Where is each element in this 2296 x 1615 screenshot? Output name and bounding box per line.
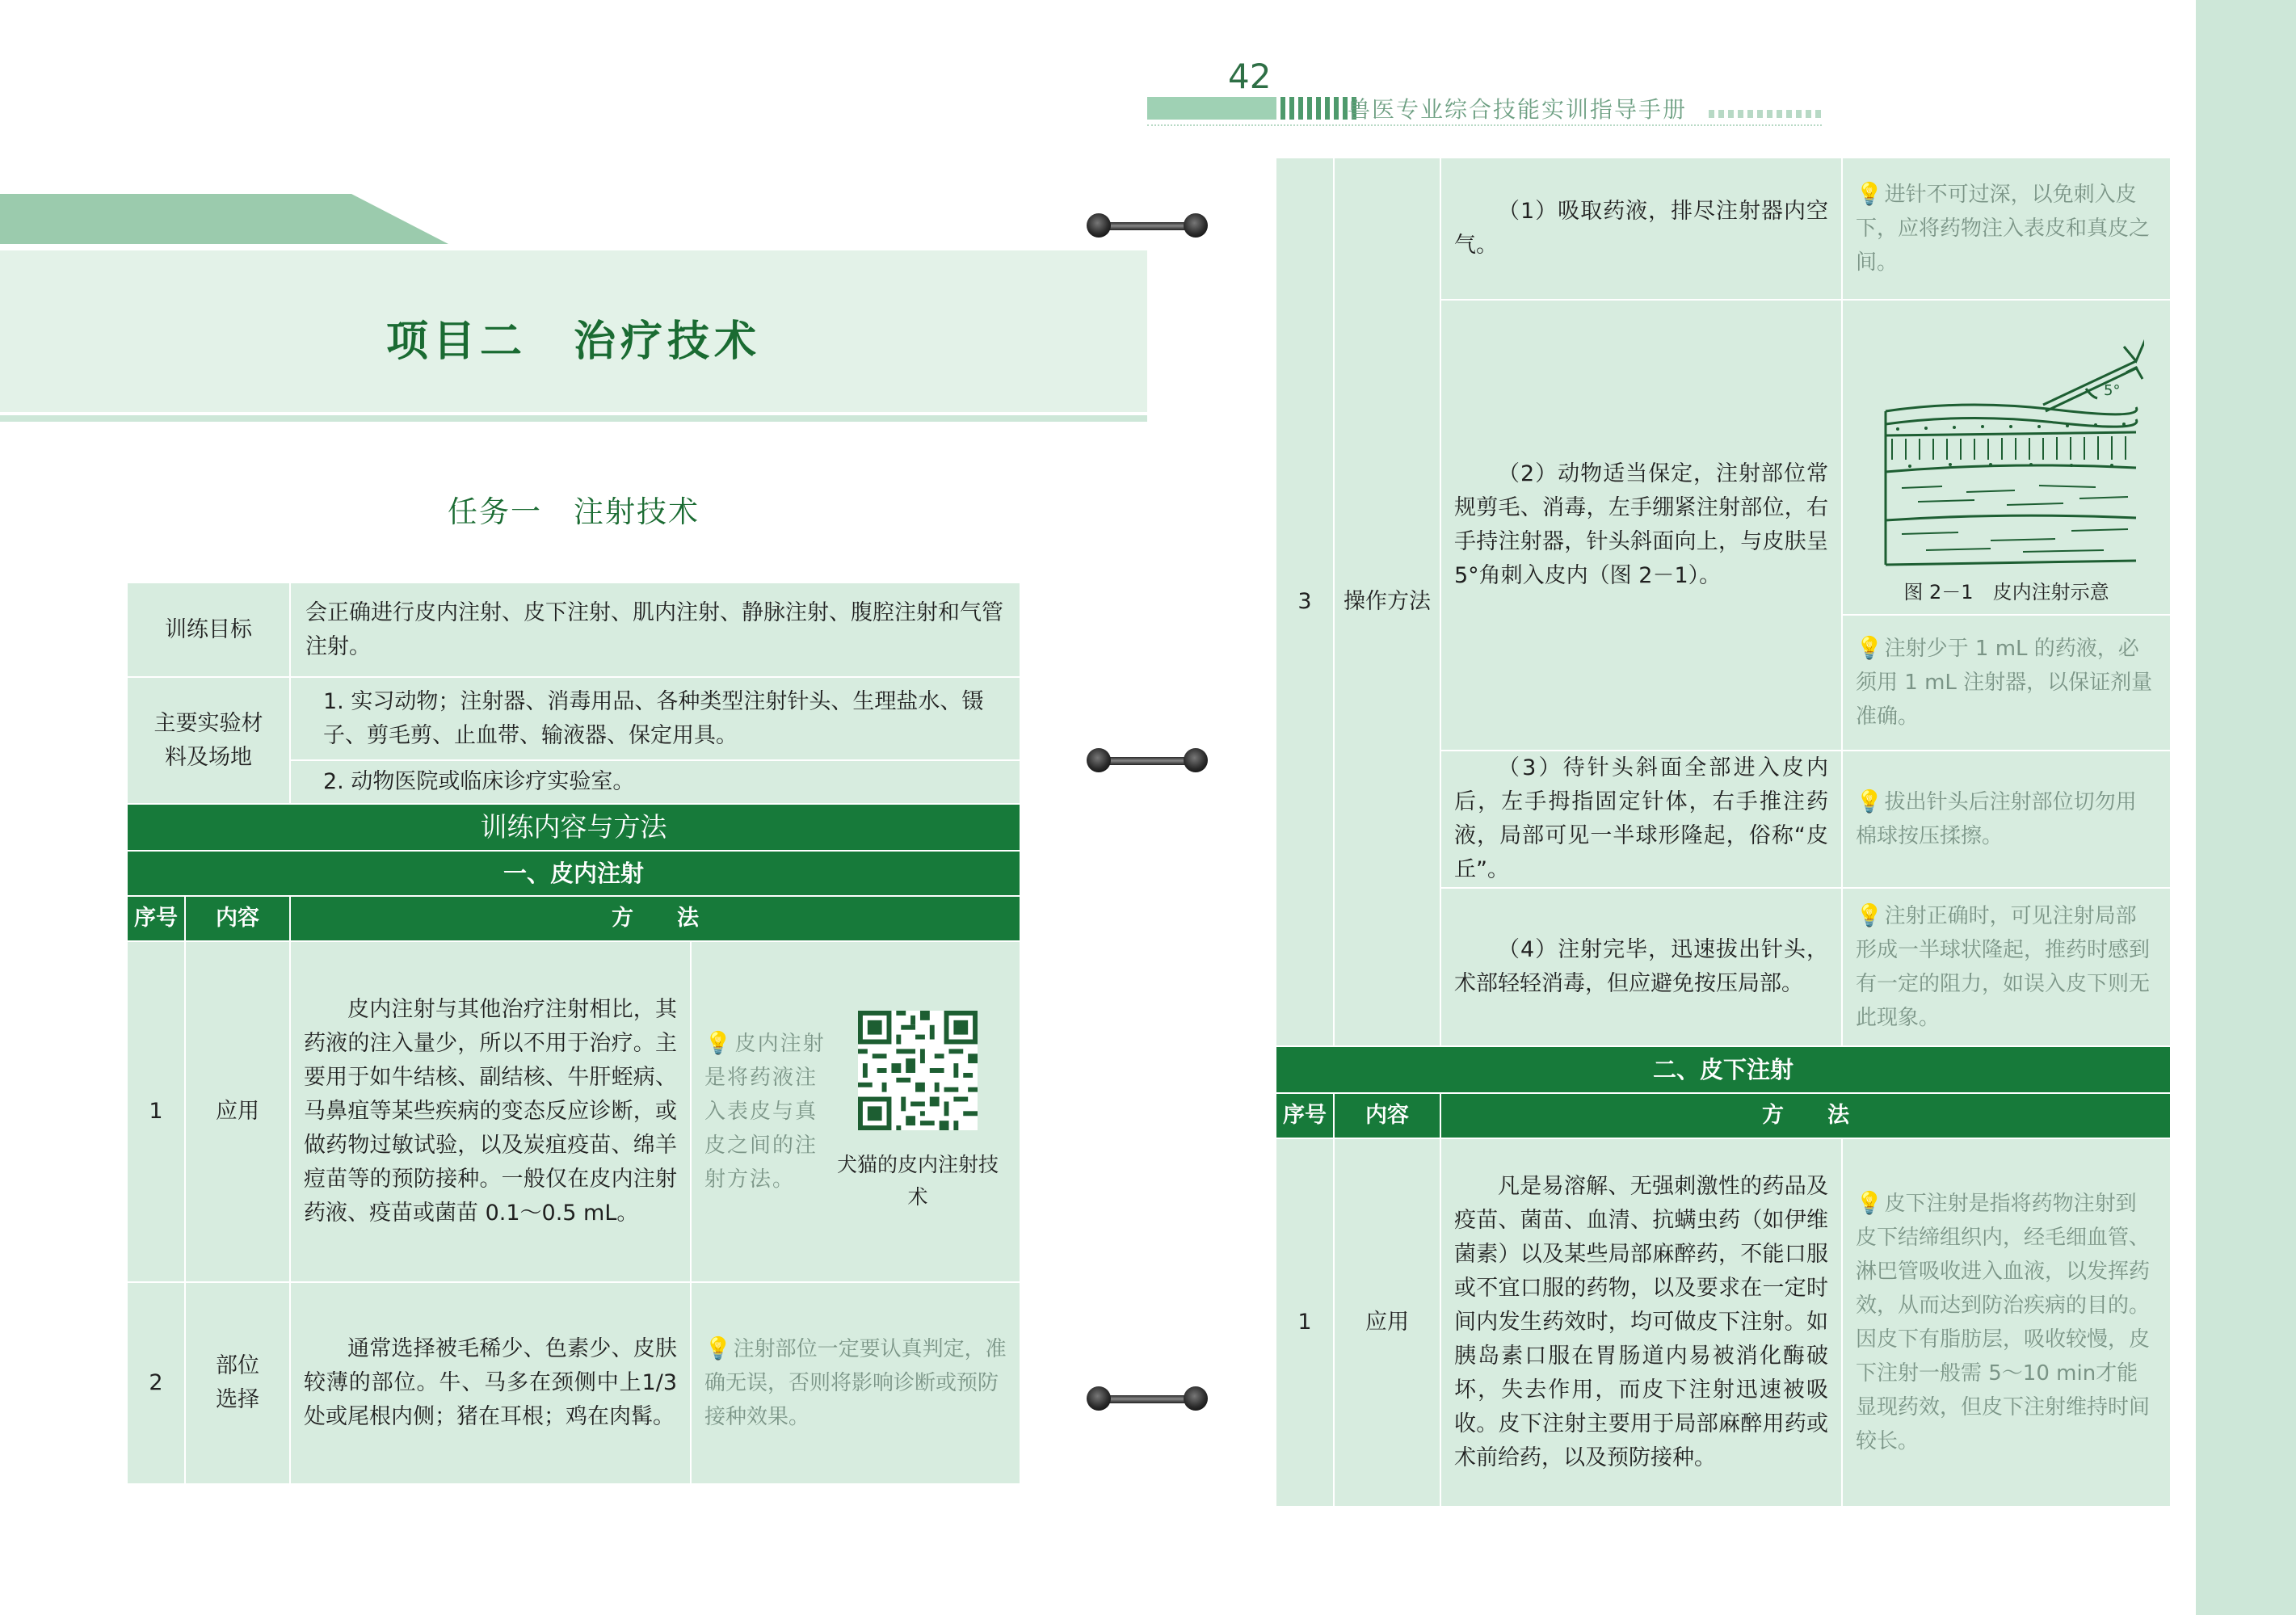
- page-edge-strip: [2196, 0, 2296, 1615]
- materials-item-1: 1. 实习动物；注射器、消毒用品、各种类型注射针头、生理盐水、镊子、剪毛剪、止血带、输液器、保定用具。: [291, 678, 1021, 761]
- col-method: 方 法: [291, 897, 1021, 942]
- s1-row3-tip1: 进针不可过深，以免刺入皮下，应将药物注入表皮和真皮之间。: [1856, 183, 2151, 275]
- qr-code-icon[interactable]: [858, 1011, 978, 1130]
- s1-row3-tip3-cell: [1843, 751, 2172, 889]
- s1-row1-no: 1: [128, 942, 186, 1283]
- col-content-2: 内容: [1335, 1094, 1441, 1139]
- s1-row3-step1: [1441, 158, 1843, 301]
- s1-row2-method-text: 通常选择被毛稀少、色素少、皮肤较薄的部位。牛、马多在颈侧中上1/3 处或尾根内侧；猪在耳根；鸡在肉髯。: [304, 1336, 677, 1429]
- s2-row1-method-text: 凡是易溶解、无强刺激性的药品及疫苗、菌苗、血清、抗螨虫药（如伊维菌素）以及某些局部麻醉药，不能口服或不宜口服的药物，以及要求在一定时间内发生药效时，均可做皮下注射。如胰岛素口服在胃肠道内易被消化酶破坏，失去作用，而皮下注射迅速被吸收。皮下注射主要用于局部麻醉用药或术前给药，以及预防接种。: [1454, 1174, 1828, 1470]
- figure-angle-label: 5°: [2103, 382, 2120, 399]
- binder-ring-icon: [1087, 745, 1208, 776]
- s1-row2-tip-cell: [692, 1283, 1021, 1485]
- binder-ring-icon: [1087, 210, 1208, 241]
- s1-row3-step3: [1441, 751, 1843, 889]
- s1-row1-tip-cell: [692, 942, 1021, 1283]
- bulb-icon: 💡: [1856, 903, 1883, 928]
- s1-row3-no: 3: [1276, 158, 1335, 1047]
- s1-row3-content: 操作方法: [1335, 158, 1441, 1047]
- header-stripes: [1280, 97, 1356, 120]
- project-title: 项目二 治疗技术: [385, 318, 761, 366]
- col-no: 序号: [128, 897, 186, 942]
- s1-row3-step4: [1441, 889, 1843, 1047]
- s1-row3-tip3: 拔出针头后注射部位切勿用棉球按压揉擦。: [1856, 790, 2137, 848]
- figure-cell: [1843, 301, 2172, 616]
- materials-label: 主要实验材料及场地: [128, 678, 291, 805]
- s1-row3-step2-text: （2）动物适当保定，注射部位常规剪毛、消毒，左手绷紧注射部位，右手持注射器，针头斜面向上，与皮肤呈 5°角刺入皮内（图 2－1）。: [1454, 461, 1828, 588]
- s2-row1-tip: 皮下注射是指将药物注射到皮下结缔组织内，经毛细血管、淋巴管吸收进入血液，以发挥药效，从而达到防治疾病的目的。因皮下有脂肪层，吸收较慢，皮下注射一般需 5～10 min才能显现药效，但皮下注射维持时间较长。: [1856, 1192, 2151, 1453]
- s1-row1-method-text: 皮内注射与其他治疗注射相比，其药液的注入量少，所以不用于治疗。主要用于如牛结核、副结核、牛肝蛭病、马鼻疽等某些疾病的变态反应诊断，或做药物过敏试验，以及炭疽疫苗、绵羊痘苗等的预防接种。一般仅在皮内注射药液、疫苗或菌苗 0.1～0.5 mL。: [304, 997, 677, 1226]
- goal-label: 训练目标: [128, 583, 291, 678]
- bulb-icon: 💡: [704, 1336, 732, 1361]
- left-table: [128, 583, 1021, 1485]
- materials-item-2: 2. 动物医院或临床诊疗实验室。: [291, 761, 1021, 805]
- header-rule: [1147, 124, 1822, 126]
- s1-row2-tip: 注射部位一定要认真判定，准确无误，否则将影响诊断或预防接种效果。: [704, 1337, 1007, 1429]
- col-content: 内容: [186, 897, 291, 942]
- bulb-icon: 💡: [1856, 636, 1883, 661]
- s2-row1-content: 应用: [1335, 1139, 1441, 1508]
- section1-title: 一、皮内注射: [128, 852, 1021, 897]
- bulb-icon: 💡: [1856, 1191, 1883, 1216]
- s1-row2-no: 2: [128, 1283, 186, 1485]
- goal-text: 会正确进行皮内注射、皮下注射、肌内注射、静脉注射、腹腔注射和气管注射。: [291, 583, 1021, 678]
- s1-row3-tip2-cell: [1843, 616, 2172, 751]
- task-title: 任务一 注射技术: [448, 494, 700, 529]
- qr-caption: 犬猫的皮内注射技术: [836, 1152, 999, 1209]
- s1-row3-tip4: 注射正确时，可见注射局部形成一半球状隆起，推药时感到有一定的阻力，如误入皮下则无此现象。: [1856, 904, 2151, 1030]
- s1-row1-tip: 皮内注射是将药液注入表皮与真皮之间的注射方法。: [704, 1032, 826, 1192]
- s2-row1-no: 1: [1276, 1139, 1335, 1508]
- s2-row1-method: [1441, 1139, 1843, 1508]
- s1-row2-content: 部位选择: [186, 1283, 291, 1485]
- header-bar: [1147, 97, 1276, 120]
- bulb-icon: 💡: [1856, 789, 1883, 814]
- s1-row3-tip4-cell: [1843, 889, 2172, 1047]
- bulb-icon: 💡: [1856, 182, 1883, 207]
- header-dots: [1709, 110, 1822, 118]
- s1-row1-method: [291, 942, 692, 1283]
- col-method-2: 方 法: [1441, 1094, 2172, 1139]
- right-table: [1276, 158, 2172, 1508]
- s1-row3-step2: [1441, 301, 1843, 751]
- s1-row3-tip1-cell: [1843, 158, 2172, 301]
- s2-row1-tip-cell: [1843, 1139, 2172, 1508]
- binder-ring-icon: [1087, 1383, 1208, 1414]
- s1-row1-content: 应用: [186, 942, 291, 1283]
- book-title: 兽医专业综合技能实训指导手册: [1348, 96, 1688, 123]
- s1-row3-tip2: 注射少于 1 mL 的药液，必须用 1 mL 注射器，以保证剂量准确。: [1856, 637, 2153, 729]
- section2-title: 二、皮下注射: [1276, 1047, 2172, 1094]
- page-number: 42: [1228, 57, 1272, 96]
- title-underline: [0, 415, 1147, 422]
- s1-row3-step4-text: （4）注射完毕，迅速拔出针头，术部轻轻消毒，但应避免按压局部。: [1454, 937, 1828, 996]
- intradermal-injection-figure: [1869, 314, 2144, 573]
- s1-row2-method: [291, 1283, 692, 1485]
- figure-caption: 图 2－1 皮内注射示意: [1903, 581, 2109, 604]
- bulb-icon: 💡: [704, 1031, 734, 1056]
- content-header: 训练内容与方法: [128, 805, 1021, 852]
- title-tab: [0, 194, 448, 244]
- s1-row3-step1-text: （1）吸取药液，排尽注射器内空气。: [1454, 199, 1828, 258]
- col-no-2: 序号: [1276, 1094, 1335, 1139]
- s1-row3-step3-text: （3）待针头斜面全部进入皮内后，左手拇指固定针体，右手推注药液，局部可见一半球形隆起，俗称“皮丘”。: [1454, 755, 1828, 882]
